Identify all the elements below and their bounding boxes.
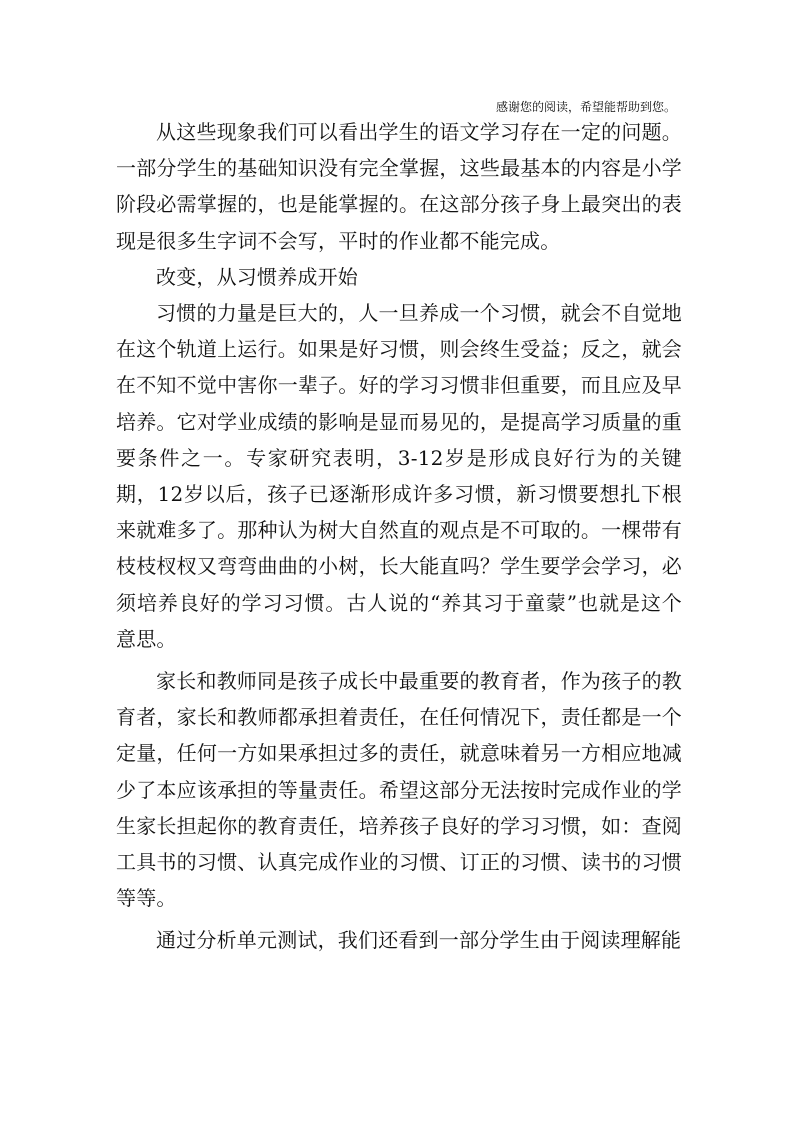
paragraph-unit-test: 通过分析单元测试，我们还看到一部分学生由于阅读理解能 bbox=[156, 928, 682, 953]
header-note: 感谢您的阅读，希望能帮助到您。 bbox=[496, 100, 677, 114]
paragraph-habit-power: 习惯的力量是巨大的，人一旦养成一个习惯，就会不自觉地在这个轨道上运行。如果是好习惯，则会终生受益；反之，就会在不知不觉中害你一辈子。好的学习习惯非但重要，而且应及早培养。它对学业成绩的影响是显而易见的，是提高学习质量的重要条件之一。专家研究表明，3-12岁是形成良好行为的关键期，12岁以后，孩子已逐渐形成许多习惯，新习惯要想扎下根来就难多了。那种认为树大自然直的观点是不可取的。一棵带有枝枝杈杈又弯弯曲曲的小树，长大能直吗？学生要学会学习，必须培养良好的学习习惯。古人说的“养其习于童蒙”也就是这个意思。 bbox=[116, 301, 682, 651]
paragraph-responsibility: 家长和教师同是孩子成长中最重要的教育者，作为孩子的教育者，家长和教师都承担着责任，在任何情况下，责任都是一个定量，任何一方如果承担过多的责任，就意味着另一方相应地减少了本应该承担的等量责任。希望这部分无法按时完成作业的学生家长担起你的教育责任，培养孩子良好的学习习惯，如：查阅工具书的习惯、认真完成作业的习惯、订正的习惯、读书的习惯等等。 bbox=[116, 669, 682, 911]
section-heading: 改变，从习惯养成开始 bbox=[156, 264, 358, 289]
document-body bbox=[116, 114, 682, 959]
paragraph-problem-overview: 从这些现象我们可以看出学生的语文学习存在一定的问题。一部分学生的基础知识没有完全掌握，这些最基本的内容是小学阶段必需掌握的，也是能掌握的。在这部分孩子身上最突出的表现是很多生字词不会写，平时的作业都不能完成。 bbox=[116, 120, 682, 253]
